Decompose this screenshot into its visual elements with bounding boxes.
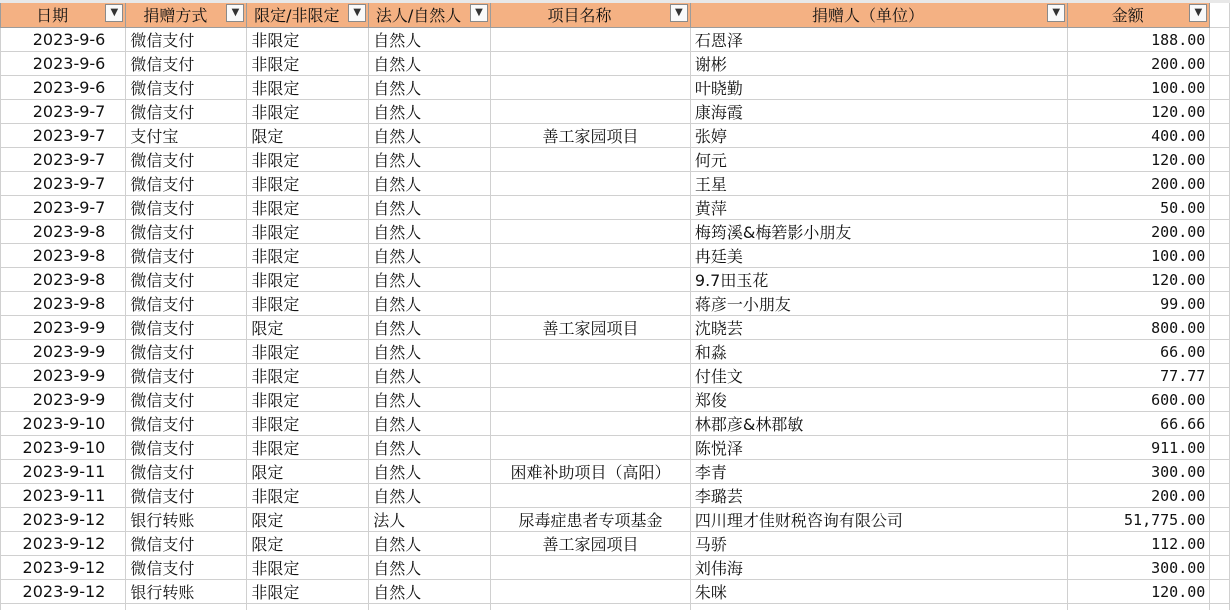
header-extra xyxy=(1210,1,1230,28)
table-row xyxy=(1,220,1230,244)
cell-date[interactable]: 2023-9-9 xyxy=(1,316,126,340)
cell-method[interactable]: 微信支付 xyxy=(126,460,247,484)
header-person xyxy=(369,1,491,28)
cell-date[interactable]: 2023-9-7 xyxy=(1,172,126,196)
cell-donor[interactable]: 9.7田玉花 xyxy=(690,268,1067,292)
filter-dropdown-icon[interactable]: ▼ xyxy=(1189,4,1207,22)
cell-restrict[interactable]: 限定 xyxy=(247,124,369,148)
cell-project[interactable] xyxy=(491,196,691,220)
cell-restrict[interactable]: 非限定 xyxy=(247,436,369,460)
cell-project[interactable]: 善工家园项目 xyxy=(491,316,691,340)
cell-method[interactable]: 微信支付 xyxy=(126,340,247,364)
cell-extra[interactable] xyxy=(1210,268,1230,292)
table-row xyxy=(1,436,1230,460)
cell-person[interactable]: 自然人 xyxy=(369,148,491,172)
cell-amount[interactable]: 188.00 xyxy=(1068,28,1210,52)
cell-project[interactable] xyxy=(491,388,691,412)
cell-extra[interactable] xyxy=(1210,556,1230,580)
filter-dropdown-icon[interactable]: ▼ xyxy=(1047,4,1065,22)
cell-extra[interactable] xyxy=(1210,292,1230,316)
table-row xyxy=(1,268,1230,292)
cell-donor[interactable]: 康海霞 xyxy=(690,100,1067,124)
cell-project[interactable] xyxy=(491,76,691,100)
cell-donor[interactable]: 黄萍 xyxy=(690,196,1067,220)
cell-restrict[interactable]: 非限定 xyxy=(247,244,369,268)
header-donor xyxy=(690,1,1067,28)
cell-restrict[interactable]: 非限定 xyxy=(247,196,369,220)
table-row-partial xyxy=(1,604,1230,610)
cell-extra[interactable] xyxy=(1210,52,1230,76)
cell-amount[interactable]: 120.00 xyxy=(1068,100,1210,124)
cell-extra[interactable] xyxy=(1210,244,1230,268)
cell-date[interactable]: 2023-9-12 xyxy=(1,508,126,532)
cell-date[interactable]: 2023-9-10 xyxy=(1,436,126,460)
cell-extra[interactable] xyxy=(1210,436,1230,460)
cell-method[interactable]: 微信支付 xyxy=(126,196,247,220)
cell-project[interactable] xyxy=(491,436,691,460)
cell-donor[interactable]: 陈悦泽 xyxy=(690,436,1067,460)
cell-extra[interactable] xyxy=(1210,364,1230,388)
cell-amount[interactable]: 100.00 xyxy=(1068,244,1210,268)
header-method xyxy=(126,1,247,28)
cell-method[interactable]: 微信支付 xyxy=(126,484,247,508)
table-row xyxy=(1,364,1230,388)
cell-date[interactable]: 2023-9-9 xyxy=(1,364,126,388)
cell-date[interactable]: 2023-9-9 xyxy=(1,388,126,412)
cell-method[interactable]: 微信支付 xyxy=(126,52,247,76)
cell-person[interactable]: 自然人 xyxy=(369,364,491,388)
cell-project[interactable] xyxy=(491,292,691,316)
cell-project[interactable]: 善工家园项目 xyxy=(491,124,691,148)
cell-method[interactable]: 微信支付 xyxy=(126,28,247,52)
cell-extra[interactable] xyxy=(1210,508,1230,532)
cell-person[interactable]: 自然人 xyxy=(369,268,491,292)
cell-method[interactable]: 银行转账 xyxy=(126,580,247,604)
cell-restrict[interactable]: 非限定 xyxy=(247,220,369,244)
cell-method[interactable]: 微信支付 xyxy=(126,148,247,172)
cell-partial[interactable] xyxy=(1,604,126,610)
table-row xyxy=(1,412,1230,436)
cell-donor[interactable]: 叶晓勤 xyxy=(690,76,1067,100)
cell-extra[interactable] xyxy=(1210,28,1230,52)
cell-partial[interactable] xyxy=(247,604,369,610)
cell-date[interactable]: 2023-9-6 xyxy=(1,28,126,52)
cell-restrict[interactable]: 非限定 xyxy=(247,268,369,292)
cell-donor[interactable]: 蒋彦一小朋友 xyxy=(690,292,1067,316)
cell-date[interactable]: 2023-9-12 xyxy=(1,580,126,604)
cell-date[interactable]: 2023-9-7 xyxy=(1,100,126,124)
cell-amount[interactable]: 112.00 xyxy=(1068,532,1210,556)
cell-amount[interactable]: 400.00 xyxy=(1068,124,1210,148)
cell-donor[interactable]: 林郡彦&林郡敏 xyxy=(690,412,1067,436)
cell-method[interactable]: 微信支付 xyxy=(126,532,247,556)
cell-amount[interactable]: 200.00 xyxy=(1068,172,1210,196)
table-row xyxy=(1,316,1230,340)
cell-project[interactable] xyxy=(491,220,691,244)
cell-amount[interactable]: 200.00 xyxy=(1068,220,1210,244)
cell-donor[interactable]: 冉廷美 xyxy=(690,244,1067,268)
table-row xyxy=(1,484,1230,508)
cell-date[interactable]: 2023-9-11 xyxy=(1,484,126,508)
table-row xyxy=(1,580,1230,604)
cell-date[interactable]: 2023-9-8 xyxy=(1,220,126,244)
cell-amount[interactable]: 911.00 xyxy=(1068,436,1210,460)
cell-date[interactable]: 2023-9-7 xyxy=(1,196,126,220)
filter-dropdown-icon[interactable]: ▼ xyxy=(226,4,244,22)
cell-method[interactable]: 微信支付 xyxy=(126,412,247,436)
cell-amount[interactable]: 600.00 xyxy=(1068,388,1210,412)
cell-restrict[interactable]: 非限定 xyxy=(247,556,369,580)
filter-dropdown-icon[interactable]: ▼ xyxy=(470,4,488,22)
cell-method[interactable]: 微信支付 xyxy=(126,556,247,580)
cell-date[interactable]: 2023-9-8 xyxy=(1,292,126,316)
cell-restrict[interactable]: 非限定 xyxy=(247,484,369,508)
cell-amount[interactable]: 77.77 xyxy=(1068,364,1210,388)
table-row xyxy=(1,532,1230,556)
cell-project[interactable] xyxy=(491,556,691,580)
cell-restrict[interactable]: 非限定 xyxy=(247,340,369,364)
cell-partial[interactable] xyxy=(369,604,491,610)
cell-extra[interactable] xyxy=(1210,124,1230,148)
table-row xyxy=(1,148,1230,172)
table-row xyxy=(1,52,1230,76)
cell-method[interactable]: 微信支付 xyxy=(126,100,247,124)
cell-donor[interactable]: 刘伟海 xyxy=(690,556,1067,580)
cell-amount[interactable]: 200.00 xyxy=(1068,52,1210,76)
cell-restrict[interactable]: 非限定 xyxy=(247,292,369,316)
cell-project[interactable] xyxy=(491,244,691,268)
cell-amount[interactable]: 100.00 xyxy=(1068,76,1210,100)
cell-amount[interactable]: 120.00 xyxy=(1068,148,1210,172)
cell-project[interactable] xyxy=(491,52,691,76)
header-amount-label: 金额 xyxy=(1111,5,1144,25)
cell-restrict[interactable]: 非限定 xyxy=(247,580,369,604)
cell-restrict[interactable]: 非限定 xyxy=(247,364,369,388)
cell-person[interactable]: 自然人 xyxy=(369,76,491,100)
cell-method[interactable]: 微信支付 xyxy=(126,292,247,316)
header-project xyxy=(491,1,691,28)
cell-project[interactable]: 尿毒症患者专项基金 xyxy=(491,508,691,532)
cell-donor[interactable]: 梅筠溪&梅箬影小朋友 xyxy=(690,220,1067,244)
cell-partial[interactable] xyxy=(126,604,247,610)
cell-amount[interactable]: 300.00 xyxy=(1068,556,1210,580)
cell-date[interactable]: 2023-9-6 xyxy=(1,52,126,76)
cell-amount[interactable]: 50.00 xyxy=(1068,196,1210,220)
cell-person[interactable]: 自然人 xyxy=(369,412,491,436)
cell-method[interactable]: 微信支付 xyxy=(126,268,247,292)
cell-donor[interactable]: 郑俊 xyxy=(690,388,1067,412)
cell-project[interactable] xyxy=(491,412,691,436)
cell-person[interactable]: 自然人 xyxy=(369,484,491,508)
cell-donor[interactable]: 王星 xyxy=(690,172,1067,196)
table-row xyxy=(1,388,1230,412)
table-row xyxy=(1,340,1230,364)
cell-amount[interactable]: 120.00 xyxy=(1068,580,1210,604)
cell-person[interactable]: 自然人 xyxy=(369,292,491,316)
table-row xyxy=(1,100,1230,124)
cell-amount[interactable]: 66.00 xyxy=(1068,340,1210,364)
filter-dropdown-icon[interactable]: ▼ xyxy=(105,4,123,22)
cell-person[interactable]: 自然人 xyxy=(369,28,491,52)
cell-project[interactable]: 困难补助项目（高阳） xyxy=(491,460,691,484)
cell-restrict[interactable]: 非限定 xyxy=(247,28,369,52)
cell-donor[interactable]: 朱咪 xyxy=(690,580,1067,604)
cell-person[interactable]: 法人 xyxy=(369,508,491,532)
cell-date[interactable]: 2023-9-8 xyxy=(1,244,126,268)
cell-project[interactable] xyxy=(491,340,691,364)
table-row xyxy=(1,172,1230,196)
cell-donor[interactable]: 石恩泽 xyxy=(690,28,1067,52)
cell-date[interactable]: 2023-9-10 xyxy=(1,412,126,436)
cell-donor[interactable]: 沈晓芸 xyxy=(690,316,1067,340)
cell-method[interactable]: 微信支付 xyxy=(126,76,247,100)
cell-person[interactable]: 自然人 xyxy=(369,172,491,196)
cell-restrict[interactable]: 非限定 xyxy=(247,388,369,412)
cell-restrict[interactable]: 非限定 xyxy=(247,76,369,100)
header-project-label: 项目名称 xyxy=(547,5,612,25)
cell-person[interactable]: 自然人 xyxy=(369,316,491,340)
cell-donor[interactable]: 张婷 xyxy=(690,124,1067,148)
cell-method[interactable]: 银行转账 xyxy=(126,508,247,532)
filter-dropdown-icon[interactable]: ▼ xyxy=(348,4,366,22)
cell-donor[interactable]: 李青 xyxy=(690,460,1067,484)
cell-partial[interactable] xyxy=(1210,604,1230,610)
cell-date[interactable]: 2023-9-8 xyxy=(1,268,126,292)
table-row xyxy=(1,292,1230,316)
cell-person[interactable]: 自然人 xyxy=(369,388,491,412)
cell-method[interactable]: 微信支付 xyxy=(126,316,247,340)
cell-person[interactable]: 自然人 xyxy=(369,196,491,220)
header-donor-label: 捐赠人（单位） xyxy=(812,5,925,25)
cell-project[interactable] xyxy=(491,580,691,604)
header-amount xyxy=(1068,1,1210,28)
cell-date[interactable]: 2023-9-7 xyxy=(1,148,126,172)
cell-extra[interactable] xyxy=(1210,196,1230,220)
cell-person[interactable]: 自然人 xyxy=(369,556,491,580)
cell-donor[interactable]: 何元 xyxy=(690,148,1067,172)
cell-restrict[interactable]: 非限定 xyxy=(247,412,369,436)
cell-person[interactable]: 自然人 xyxy=(369,220,491,244)
cell-donor[interactable]: 李璐芸 xyxy=(690,484,1067,508)
cell-amount[interactable]: 300.00 xyxy=(1068,460,1210,484)
cell-partial[interactable] xyxy=(491,604,691,610)
cell-restrict[interactable]: 限定 xyxy=(247,460,369,484)
cell-project[interactable] xyxy=(491,100,691,124)
cell-person[interactable]: 自然人 xyxy=(369,52,491,76)
table-row xyxy=(1,124,1230,148)
top-strip xyxy=(0,0,1230,3)
cell-donor[interactable]: 谢彬 xyxy=(690,52,1067,76)
cell-restrict[interactable]: 限定 xyxy=(247,532,369,556)
cell-method[interactable]: 微信支付 xyxy=(126,436,247,460)
cell-extra[interactable] xyxy=(1210,148,1230,172)
cell-extra[interactable] xyxy=(1210,100,1230,124)
cell-method[interactable]: 微信支付 xyxy=(126,220,247,244)
cell-donor[interactable]: 马骄 xyxy=(690,532,1067,556)
cell-partial[interactable] xyxy=(690,604,1067,610)
filter-dropdown-icon[interactable]: ▼ xyxy=(670,4,688,22)
cell-restrict[interactable]: 非限定 xyxy=(247,100,369,124)
cell-date[interactable]: 2023-9-12 xyxy=(1,532,126,556)
cell-person[interactable]: 自然人 xyxy=(369,460,491,484)
cell-project[interactable] xyxy=(491,172,691,196)
table-row xyxy=(1,28,1230,52)
cell-extra[interactable] xyxy=(1210,532,1230,556)
cell-date[interactable]: 2023-9-6 xyxy=(1,76,126,100)
cell-method[interactable]: 微信支付 xyxy=(126,244,247,268)
cell-amount[interactable]: 51,775.00 xyxy=(1068,508,1210,532)
table-row xyxy=(1,76,1230,100)
cell-extra[interactable] xyxy=(1210,484,1230,508)
cell-extra[interactable] xyxy=(1210,388,1230,412)
cell-amount[interactable]: 800.00 xyxy=(1068,316,1210,340)
table-row xyxy=(1,460,1230,484)
cell-amount[interactable]: 66.66 xyxy=(1068,412,1210,436)
cell-person[interactable]: 自然人 xyxy=(369,436,491,460)
table-row xyxy=(1,508,1230,532)
table-row xyxy=(1,196,1230,220)
header-restrict xyxy=(247,1,369,28)
header-row xyxy=(1,1,1230,28)
cell-person[interactable]: 自然人 xyxy=(369,340,491,364)
cell-restrict[interactable]: 非限定 xyxy=(247,52,369,76)
cell-project[interactable] xyxy=(491,484,691,508)
cell-restrict[interactable]: 非限定 xyxy=(247,172,369,196)
cell-amount[interactable]: 99.00 xyxy=(1068,292,1210,316)
header-date-label: 日期 xyxy=(36,5,69,25)
cell-date[interactable]: 2023-9-11 xyxy=(1,460,126,484)
cell-extra[interactable] xyxy=(1210,580,1230,604)
cell-project[interactable] xyxy=(491,148,691,172)
cell-extra[interactable] xyxy=(1210,172,1230,196)
cell-extra[interactable] xyxy=(1210,220,1230,244)
cell-extra[interactable] xyxy=(1210,76,1230,100)
cell-person[interactable]: 自然人 xyxy=(369,580,491,604)
cell-project[interactable] xyxy=(491,364,691,388)
cell-method[interactable]: 微信支付 xyxy=(126,388,247,412)
cell-extra[interactable] xyxy=(1210,460,1230,484)
cell-amount[interactable]: 200.00 xyxy=(1068,484,1210,508)
cell-project[interactable]: 善工家园项目 xyxy=(491,532,691,556)
cell-extra[interactable] xyxy=(1210,412,1230,436)
header-person-label: 法人/自然人 xyxy=(375,5,462,25)
table-row xyxy=(1,244,1230,268)
cell-method[interactable]: 支付宝 xyxy=(126,124,247,148)
cell-date[interactable]: 2023-9-12 xyxy=(1,556,126,580)
cell-project[interactable] xyxy=(491,28,691,52)
cell-partial[interactable] xyxy=(1068,604,1210,610)
cell-donor[interactable]: 和淼 xyxy=(690,340,1067,364)
header-restrict-label: 限定/非限定 xyxy=(254,5,340,25)
cell-person[interactable]: 自然人 xyxy=(369,124,491,148)
cell-person[interactable]: 自然人 xyxy=(369,244,491,268)
cell-person[interactable]: 自然人 xyxy=(369,100,491,124)
cell-date[interactable]: 2023-9-7 xyxy=(1,124,126,148)
cell-donor[interactable]: 四川理才佳财税咨询有限公司 xyxy=(690,508,1067,532)
cell-restrict[interactable]: 限定 xyxy=(247,508,369,532)
cell-restrict[interactable]: 非限定 xyxy=(247,148,369,172)
cell-amount[interactable]: 120.00 xyxy=(1068,268,1210,292)
cell-method[interactable]: 微信支付 xyxy=(126,172,247,196)
cell-project[interactable] xyxy=(491,268,691,292)
cell-extra[interactable] xyxy=(1210,340,1230,364)
cell-extra[interactable] xyxy=(1210,316,1230,340)
header-method-label: 捐赠方式 xyxy=(143,5,208,25)
cell-restrict[interactable]: 限定 xyxy=(247,316,369,340)
cell-donor[interactable]: 付佳文 xyxy=(690,364,1067,388)
table-row xyxy=(1,556,1230,580)
cell-method[interactable]: 微信支付 xyxy=(126,364,247,388)
cell-date[interactable]: 2023-9-9 xyxy=(1,340,126,364)
cell-person[interactable]: 自然人 xyxy=(369,532,491,556)
header-date xyxy=(1,1,126,28)
